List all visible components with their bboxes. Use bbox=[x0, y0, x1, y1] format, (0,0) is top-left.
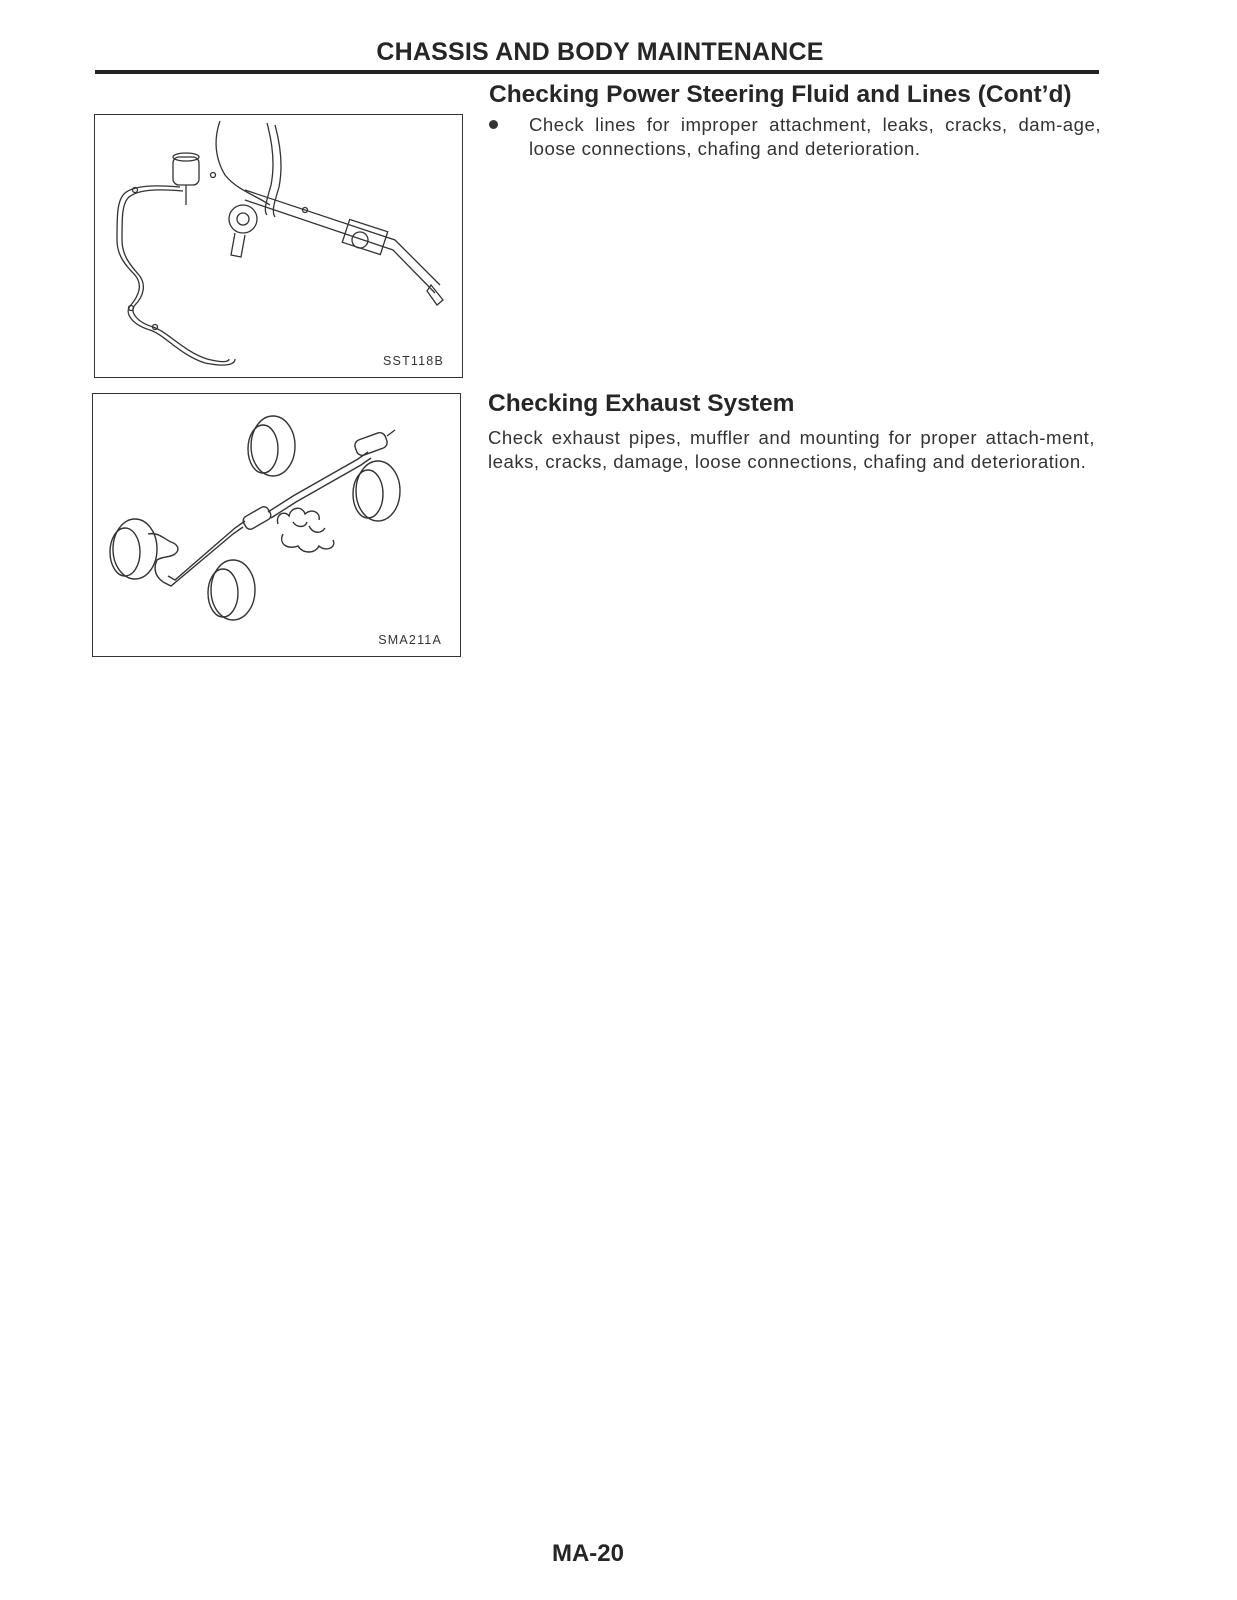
power-steering-lines-illustration bbox=[95, 115, 461, 376]
page-number: MA-20 bbox=[551, 1540, 624, 1567]
exhaust-figure bbox=[92, 393, 461, 657]
figure-code: SST118B bbox=[383, 354, 444, 368]
power-steering-figure bbox=[94, 114, 463, 378]
exhaust-section-title: Checking Exhaust System bbox=[488, 390, 795, 417]
power-steering-section-title: Checking Power Steering Fluid and Lines (Cont’d) bbox=[489, 81, 1072, 108]
bullet-text: Check lines for improper attachment, leaks, cracks, dam-age, loose connections, chafing and deterioration. bbox=[529, 114, 1101, 159]
wheel-rear-left bbox=[248, 416, 295, 476]
exhaust-system-illustration bbox=[93, 394, 459, 655]
wheel-front-right bbox=[208, 560, 255, 620]
page-header-title: CHASSIS AND BODY MAINTENANCE bbox=[376, 38, 824, 66]
wheel-rear-right bbox=[353, 461, 400, 521]
exhaust-body-text: Check exhaust pipes, muffler and mounting for proper attach-ment, leaks, cracks, damage, loose connections, chafing and deterioration. bbox=[488, 427, 1095, 472]
figure-code: SMA211A bbox=[378, 633, 442, 647]
wheel-front-left bbox=[110, 519, 157, 579]
header-rule bbox=[95, 70, 1099, 74]
bullet-item bbox=[489, 113, 1101, 160]
bullet-icon bbox=[489, 120, 498, 129]
